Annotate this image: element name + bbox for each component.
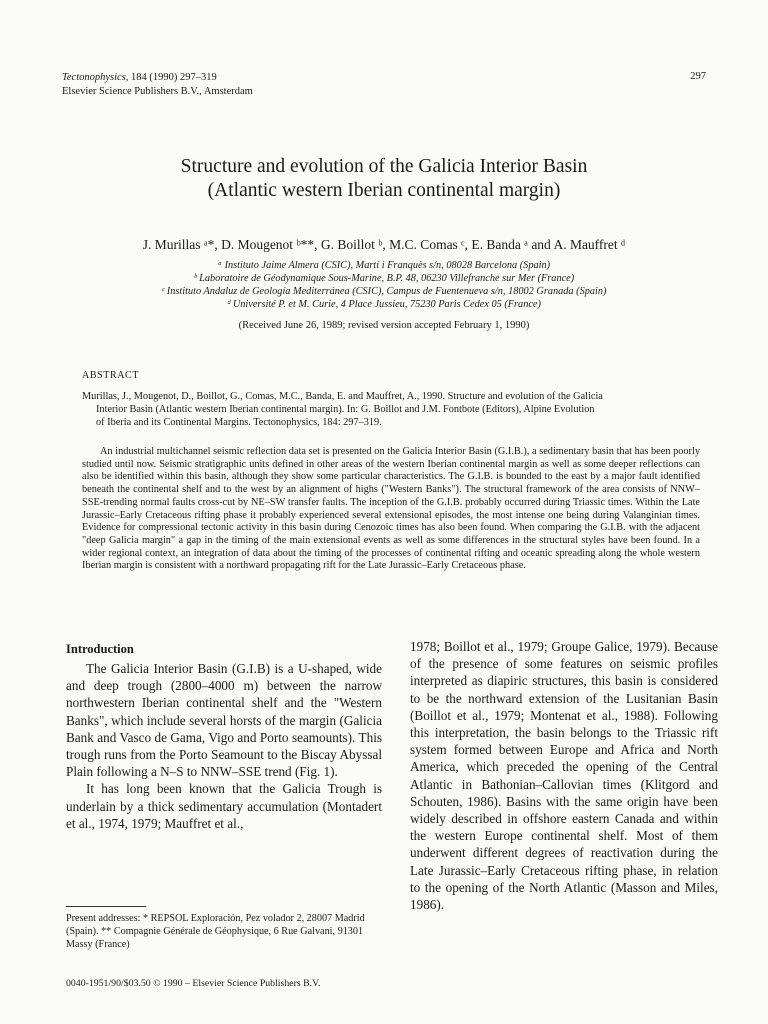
journal-name: Tectonophysics, — [62, 72, 129, 83]
affiliations — [0, 259, 768, 311]
copyright-line: 0040-1951/90/$03.50 © 1990 – Elsevier Science Publishers B.V. — [66, 978, 321, 989]
title-line-1: Structure and evolution of the Galicia Interior Basin — [180, 156, 588, 177]
received-dates: (Received June 26, 1989; revised version accepted February 1, 1990) — [238, 320, 530, 331]
affiliation-d: ᵈ Université P. et M. Curie, 4 Place Jussieu, 75230 Paris Cedex 05 (France) — [227, 299, 541, 310]
paper-title — [0, 155, 768, 203]
footnote: Present addresses: * REPSOL Exploración, Pez volador 2, 28007 Madrid (Spain). ** Compagnie Générale de Géophysique, 6 Rue Galvani, 91301 Massy (France) — [66, 913, 365, 950]
publisher-line: Elsevier Science Publishers B.V., Amsterdam — [62, 85, 253, 97]
intro-paragraph-2: It has long been known that the Galicia Trough is underlain by a thick sedimentary accumulation (Montadert et al., 1974, 1979; Mauffret et al., — [66, 781, 382, 831]
intro-paragraph-continued: 1978; Boillot et al., 1979; Groupe Galice, 1979). Because of the presence of some features on seismic profiles interpreted as diapiric structures, this basin is considered to be the northward extension of the Lusitanian Basin (Boillot et al., 1979; Montenat et al., 1988). Following this interpretation, the basin belongs to the Triassic rift system formed between Europe and Africa and North America, which preceded the opening of the Central Atlantic in Bathonian–Callovian times (Klitgord and Schouten, 1986). Basins with the same origin have been widely described in offshore eastern Canada and within the western Europe continental shelf. Most of them underwent different degrees of reactivation during the Late Jurassic–Early Cretaceous rifting phase, in relation to the opening of the North Atlantic (Masson and Miles, 1986). — [410, 639, 718, 913]
page-number: 297 — [690, 71, 706, 82]
citation — [82, 390, 700, 429]
journal-volume: 184 (1990) 297–319 — [128, 72, 217, 83]
citation-line-1: Murillas, J., Mougenot, D., Boillot, G., Comas, M.C., Banda, E. and Mauffret, A., 1990. Structure and evolution of the Galicia — [82, 391, 603, 402]
abstract-body — [82, 446, 700, 573]
citation-line-2: Interior Basin (Atlantic western Iberian continental margin). In: G. Boillot and J.M. Fontbote (Editors), Alpine Evolution — [96, 404, 595, 415]
authors-line: J. Murillas ᵃ*, D. Mougenot ᵇ**, G. Boillot ᵇ, M.C. Comas ᶜ, E. Banda ᵃ and A. Mauffret ᵈ — [142, 237, 626, 252]
affiliation-c: ᶜ Instituto Andaluz de Geología Mediterránea (CSIC), Campus de Fuentenueva s/n, 18002 Granada (Spain) — [161, 286, 607, 297]
footnote-divider — [66, 906, 146, 907]
citation-line-3: of Iberia and its Continental Margins. Tectonophysics, 184: 297–319. — [96, 417, 382, 428]
section-heading-introduction: Introduction — [66, 642, 134, 656]
title-line-2: (Atlantic western Iberian continental margin) — [207, 180, 561, 201]
intro-paragraph-1: The Galicia Interior Basin (G.I.B) is a U-shaped, wide and deep trough (2800–4000 m) between the narrow northwestern Iberian continental shelf and the "Western Banks", which include several horsts of the margin (Galicia Bank and Vasco de Gama, Vigo and Porto seamounts). This trough runs from the Porto Seamount to the Biscay Abyssal Plain following a N–S to NNW–SSE trend (Fig. 1). — [66, 661, 382, 780]
abstract-heading: ABSTRACT — [82, 370, 140, 381]
affiliation-a: ᵃ Instituto Jaime Almera (CSIC), Martí i Franquès s/n, 08028 Barcelona (Spain) — [217, 260, 551, 271]
abstract-text: An industrial multichannel seismic reflection data set is presented on the Galicia Interior Basin (G.I.B.), a sedimentary basin that has been poorly studied until now. Seismic stratigraphic units defined in other areas of the western Iberian continental margin as well as some deeper reflections can also be identified within this basin, although they show some particular characteristics. The G.I.B. is bounded to the east by a major fault identified beneath the continental shelf and to the west by an alignment of highs ("Western Banks"). The structural framework of the area consists of NNW–SSE-trending normal faults cross-cut by NE–SW transfer faults. The inception of the G.I.B. probably occurred during Triassic times. Within the Late Jurassic–Early Cretaceous rifting phase it probably experienced several extensional episodes, the most intense one being during Valanginian times. Evidence for compressional tectonic activity in this basin during Cenozoic times has also been found. When comparing the G.I.B. with the adjacent "deep Galicia margin" a gap in the timing of the main extensional events as well as some differences in the structural styles have been found. In a wider regional context, an integration of data about the timing of the processes of continental rifting and oceanic spreading along the whole western Iberian margin is consistent with a northward propagating rift for the Late Jurassic–Early Cretaceous phase. — [82, 446, 700, 572]
journal-header — [62, 71, 253, 98]
affiliation-b: ᵇ Laboratoire de Géodynamique Sous-Marine, B.P. 48, 06230 Villefranche sur Mer (France) — [193, 273, 575, 284]
right-column — [410, 638, 718, 913]
left-column — [66, 660, 382, 832]
